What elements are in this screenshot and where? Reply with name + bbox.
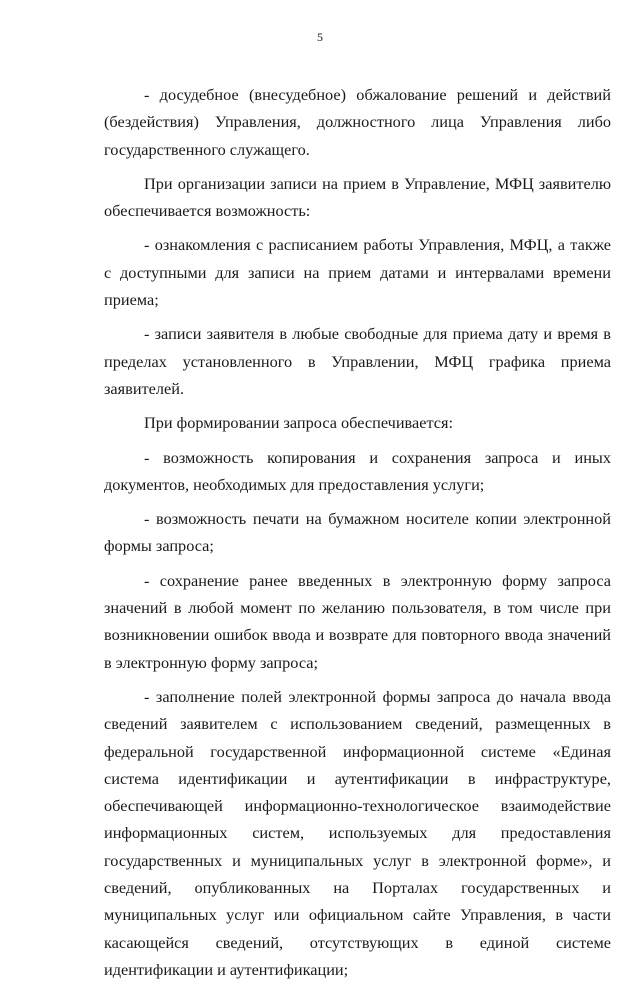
paragraph: - сохранение ранее введенных в электронную форму запроса значений в любой момент по желанию пользователя, в том числе при возникновении ошибок ввода и возврате для повторного ввода значений в электронную форму запроса; [104, 570, 611, 672]
paragraph: При организации записи на прием в Управление, МФЦ заявителю обеспечивается возможность: [104, 173, 611, 221]
paragraph: - заполнение полей электронной формы запроса до начала ввода сведений заявителем с использованием сведений, размещенных в федеральной государственной информационной системе «Единая система идентификации и аутентификации в инфраструктуре, обеспечивающей информационно-технологическое взаимодействие информационных систем, используемых для предоставления государственных и муниципальных услуг в электронной форме», и сведений, опубликованных на Порталах государственных и муниципальных услуг или официальном сайте Управления, в части касающейся сведений, отсутствующих в единой системе идентификации и аутентификации; [104, 686, 611, 979]
paragraph: - возможность печати на бумажном носителе копии электронной формы запроса; [104, 509, 611, 556]
document-body [104, 81, 611, 983]
paragraph: - досудебное (внесудебное) обжалование решений и действий (бездействия) Управления, должностного лица Управления либо государственного служащего. [104, 85, 611, 159]
page-number: 5 [317, 30, 323, 44]
paragraph: - записи заявителя в любые свободные для приема дату и время в пределах установленного в Управлении, МФЦ графика приема заявителей. [104, 324, 611, 398]
paragraph: При формировании запроса обеспечивается: [144, 413, 454, 433]
paragraph: - ознакомления с расписанием работы Управления, МФЦ, а также с доступными для записи на прием датами и интервалами времени приема; [104, 235, 611, 310]
paragraph: - возможность копирования и сохранения запроса и иных документов, необходимых для предоставления услуги; [104, 447, 611, 494]
